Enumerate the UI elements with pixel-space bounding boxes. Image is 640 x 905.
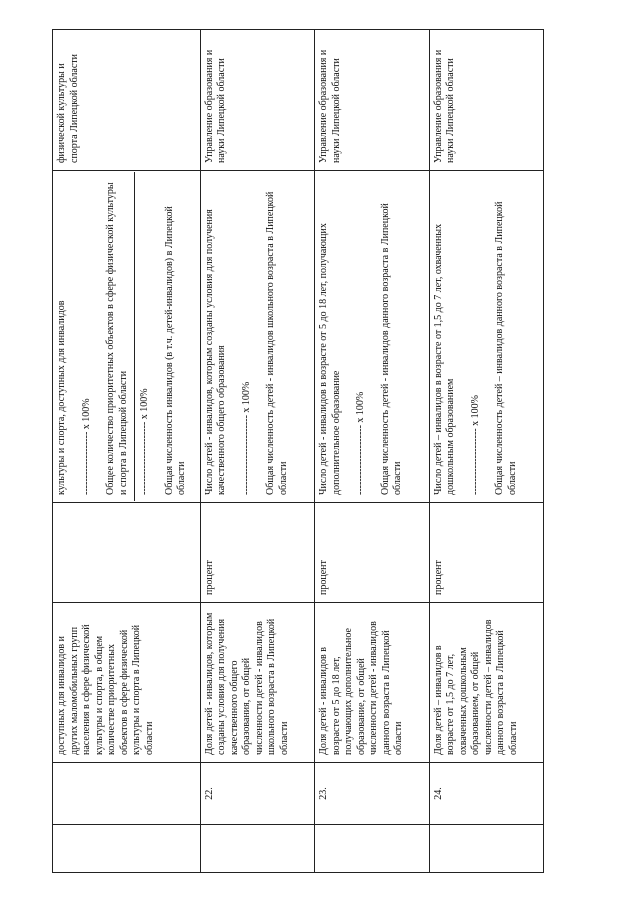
formula-denominator: Общая численность инвалидов (в т.ч. детей-инвалидов) в Липецкой области — [163, 206, 187, 495]
formula-denominator: Общая численность детей - инвалидов данного возраста в Липецкой области — [379, 203, 404, 495]
formula-divider: ---------------------- х 100% — [139, 388, 150, 495]
unit-of-measure — [53, 503, 201, 603]
indicators-table — [52, 29, 544, 873]
row-empty-left — [315, 825, 429, 873]
indicator-name: доступных для инвалидов и других маломобильных групп населения в сфере физической культуры и спорта, в общем количестве приоритетных объектов в сфере физической культуры и спорта в Липецкой области — [53, 603, 201, 763]
calculation-formula — [200, 171, 314, 503]
responsible-org: физической культуры и спорта Липецкой области — [53, 30, 201, 171]
indicator-name: Доля детей – инвалидов в возрасте от 1,5 до 7 лет, охваченных дошкольным образованием, от общей численности детей – инвалидов данного возраста в Липецкой области — [429, 603, 543, 763]
unit-of-measure: процент — [315, 503, 429, 603]
table-row — [53, 30, 201, 873]
formula-divider: -------------------- х 100% — [469, 395, 481, 495]
row-empty-left — [429, 825, 543, 873]
formula-denominator: Общая численность детей – инвалидов данного возраста в Липецкой области — [494, 201, 518, 495]
unit-of-measure: процент — [429, 503, 543, 603]
formula-divider: ------------------------ х 100% — [240, 381, 252, 495]
indicator-name: Доля детей - инвалидов в возрасте от 5 до 18 лет, получающих дополнительное образование, от общей численности детей - инвалидов данного возраста в Липецкой области — [315, 603, 429, 763]
formula-numerator: Число детей - инвалидов, которым созданы условия для получения качественного общего образования — [203, 209, 228, 495]
table-row — [200, 30, 314, 873]
row-number — [53, 763, 201, 825]
formula-denominator: Общая численность детей - инвалидов школьного возраста в Липецкой области — [265, 191, 289, 495]
formula-divider: --------------------- х 100% — [355, 391, 367, 495]
formula-numerator: Число детей – инвалидов в возрасте от 1,5 до 7 лет, охваченных дошкольным образованием — [432, 223, 457, 495]
responsible-org: Управление образования и науки Липецкой области — [429, 30, 543, 171]
table-row — [315, 30, 429, 873]
unit-of-measure: процент — [200, 503, 314, 603]
calculation-formula — [53, 171, 201, 503]
formula-numerator: Число детей - инвалидов в возрасте от 5 до 18 лет, получающих дополнительное образование — [318, 223, 342, 495]
row-number: 22. — [200, 763, 314, 825]
table-row — [429, 30, 543, 873]
responsible-org: Управление образования и науки Липецкой области — [315, 30, 429, 171]
formula-divider: ------------------- х 100% — [80, 398, 92, 495]
row-number: 24. — [429, 763, 543, 825]
row-empty-left — [200, 825, 314, 873]
row-number: 23. — [315, 763, 429, 825]
calculation-formula — [429, 171, 543, 503]
responsible-org: Управление образования и науки Липецкой области — [200, 30, 314, 171]
row-empty-left — [53, 825, 201, 873]
formula-denominator: Общее количество приоритетных объектов в сфере физической культуры и спорта в Липецкой области — [105, 182, 129, 495]
indicator-name: Доля детей - инвалидов, которым созданы условия для получения качественного общего образования, от общей численности детей - инвалидов школьного возраста в Липецкой области — [200, 603, 314, 763]
formula-numerator: культуры и спорта, доступных для инвалидов — [56, 300, 67, 495]
calculation-formula — [315, 171, 429, 503]
